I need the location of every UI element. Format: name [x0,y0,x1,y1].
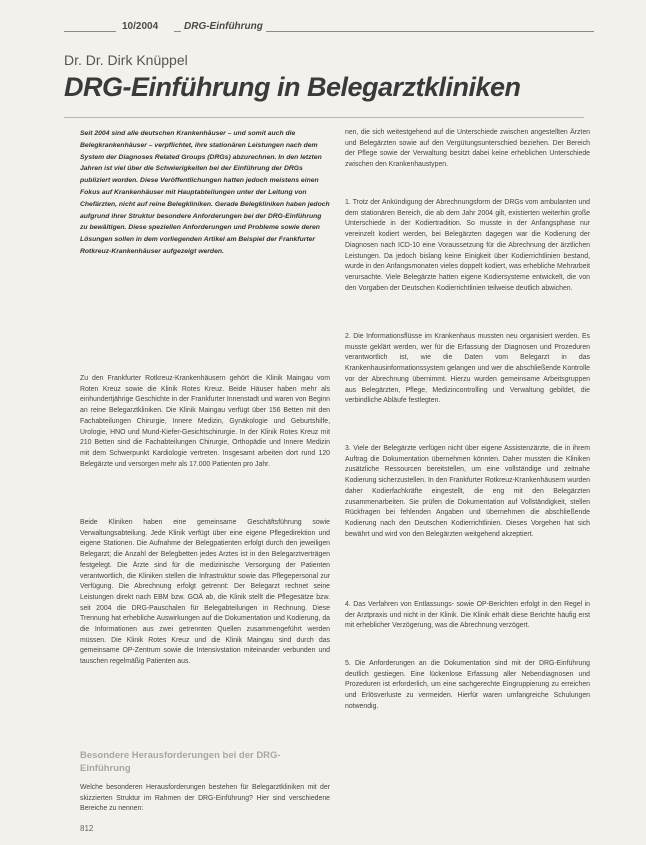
body-paragraph: Welche besonderen Herausforderungen bestehen für Belegarztkliniken mit der skizzierten Struktur im Rahmen der DRG-Einführung? Hier sind verschiedene Bereiche zu nennen: [80,784,330,813]
list-item: 3. Viele der Belegärzte verfügen nicht über eigene Assistenzärzte, die in ihrem Auftrag die Dokumentation übernehmen könnten. Daher mussten die Kliniken zusätzliche Ressourcen bereitstellen, um eine vollständige und zeitnahe Kodierung sicherzustellen. In den Frankfurter Rotkreuz-Krankenhäusern wurden daher Kodierfachkräfte eingestellt, die eng mit den Belegärzten zusammenarbeiten. Sie prüfen die Dokumentation auf Vollständigkeit, stellen Rückfragen bei fehlenden Angaben und übernehmen die abschließende Kodierung nach den Deutschen Kodierrichtlinien. Dieses Vorgehen hat sich bewährt und wird von den Belegärzten weitgehend akzeptiert. [345,445,590,538]
lead-paragraph: Seit 2004 sind alle deutschen Krankenhäuser – und somit auch die Belegkrankenhäuser – verpflichtet, ihre stationären Leistungen nach dem System der Diagnoses Related Groups (DRGs) abzurechnen. In den letzten Jahren ist viel über die Schwierigkeiten bei der Einführung der DRGs publiziert worden. Diese Veröffentlichungen hatten jedoch meistens einen Fokus auf Krankenhäuser mit Hauptabteilungen unter der Leitung von Chefärzten, nicht auf reine Belegkliniken. Gerade Belegkliniken haben jedoch aufgrund ihrer Struktur besondere Anforderungen bei der DRG-Einführung zu bewältigen. Diese speziellen Anforderungen und Probleme sowie deren Lösungen sollen in dem vorliegenden Artikel am Beispiel der Frankfurter Rotkreuz-Krankenhäuser aufgezeigt werden. [80,130,330,255]
list-item: 5. Die Anforderungen an die Dokumentation sind mit der DRG-Einführung deutlich gestiegen. Eine lückenlose Erfassung aller Nebendiagnosen und Prozeduren ist erforderlich, um eine sachgerechte Eingruppierung zu erreichen und Erlösverluste zu vermeiden. Hierfür waren umfangreiche Schulungen notwendig. [345,660,590,710]
right-column [345,128,590,740]
issue-number: 10/2004 [122,21,159,32]
section-subheading: Besondere Herausforderungen bei der DRG-Einführung [80,750,281,774]
article-author: Dr. Dr. Dirk Knüppel [64,52,188,68]
body-paragraph: Beide Kliniken haben eine gemeinsame Geschäftsführung sowie Verwaltungsabteilung. Jede Klinik verfügt über eine eigene Pflegedirektion und eigene Stationen. Die Aufnahme der Belegpatienten erfolgt durch den jeweiligen Belegarzt; die Anzahl der Belegbetten jedes Arztes ist in den Belegarztverträgen festgelegt. Die Ärzte sind für die medizinische Versorgung der Patienten verantwortlich, die Kliniken stellen die Infrastruktur sowie das Pflegepersonal zur Verfügung. Die Abrechnung erfolgt getrennt: Der Belegarzt rechnet seine Leistungen direkt nach EBM bzw. GOÄ ab, die Klinik stellt die Pflegesätze bzw. seit 2004 die DRG-Pauschalen für Belegabteilungen in Rechnung. Diese Trennung hat erhebliche Auswirkungen auf die Dokumentation und Kodierung, da die Informationen aus zwei getrennten Quellen zusammengeführt werden müssen. Die Klinik Rotes Kreuz und die Klinik Maingau sind durch das gemeinsame OP-Zentrum sowie die Intensivstation miteinander verbunden und tauschen regelmäßig Patienten aus. [80,519,330,666]
running-header [64,18,584,38]
body-paragraph: nen, die sich weitestgehend auf die Unterschiede zwischen angestellten Ärzten und Belegärzten sowie auf den Vergütungsunterschied beziehen. Der Bereich der Pflege sowie der Verwaltung besitzt dabei keine erheblichen Unterschiede zwischen den Krankenhaustypen. [345,129,590,169]
body-paragraph: Zu den Frankfurter Rotkreuz-Krankenhäusern gehört die Klinik Maingau vom Roten Kreuz sowie die Klinik Rotes Kreuz. Beide Häuser haben mehr als einhundertjährige Geschichte in der Frankfurter Innenstadt und waren von Beginn an reine Belegarztkliniken. Die Klinik Maingau verfügt über 156 Betten mit den Fachabteilungen Chirurgie, Innere Medizin, Gynäkologie und Geburtshilfe, Urologie, HNO und Mund-Kiefer-Gesichtschirurgie. In der Klinik Rotes Kreuz mit 210 Betten sind die Fachabteilungen Chirurgie, Orthopädie und Innere Medizin mit dem Schwerpunkt Kardiologie vertreten. Insgesamt arbeiten dort rund 120 Belegärzte und versorgen mehr als 17.000 Patienten pro Jahr. [80,375,330,468]
title-rule [64,117,584,118]
list-item: 2. Die Informationsflüsse im Krankenhaus mussten neu organisiert werden. Es musste geklärt werden, wer für die Erfassung der Diagnosen und Prozeduren verantwortlich ist, wie die Daten vom Belegarzt in das Krankenhausinformationssystem gelangen und wer die abschließende Kontrolle vor der Abrechnung übernimmt. Hierzu wurden gemeinsame Arbeitsgruppen aus Belegärzten, Pflege, Medizincontrolling und Verwaltung gebildet, die verbindliche Abläufe festlegten. [345,333,590,405]
article-title: DRG-Einführung in Belegarztkliniken [64,72,521,102]
left-column [80,128,330,837]
header-rule-left [64,31,116,32]
section-label: DRG-Einführung [181,21,266,32]
page-number: 812 [80,824,94,833]
list-item: 1. Trotz der Ankündigung der Abrechnungsform der DRGs vom ambulanten und dem stationären Bereich, die ab dem Jahr 2004 gilt, existierten weiterhin große Unterschiede in der Kodiertradition. So musste in der Anfangsphase nur vereinzelt kodiert werden, bei Belegärzten dagegen war die Kodierung der Diagnosen nach ICD-10 eine Voraussetzung für die Abrechnung der ärztlichen Leistungen. Da jedoch bislang keine Einigkeit über Kodierrichtlinien bestand, wurde in den Anfangsmonaten vieles doppelt kodiert, was erhebliche Mehrarbeit verursachte. Viele Belegärzte hatten eigene Kodiersysteme entwickelt, die von den Vorgaben der Deutschen Kodierrichtlinien teilweise deutlich abwichen. [345,199,590,292]
list-item: 4. Das Verfahren von Entlassungs- sowie OP-Berichten erfolgt in den Regel in der Arztpraxis und nicht in der Klinik. Die Klinik erhält diese Berichte häufig erst mit erheblicher Verzögerung, was die Abrechnung verzögert. [345,601,590,630]
